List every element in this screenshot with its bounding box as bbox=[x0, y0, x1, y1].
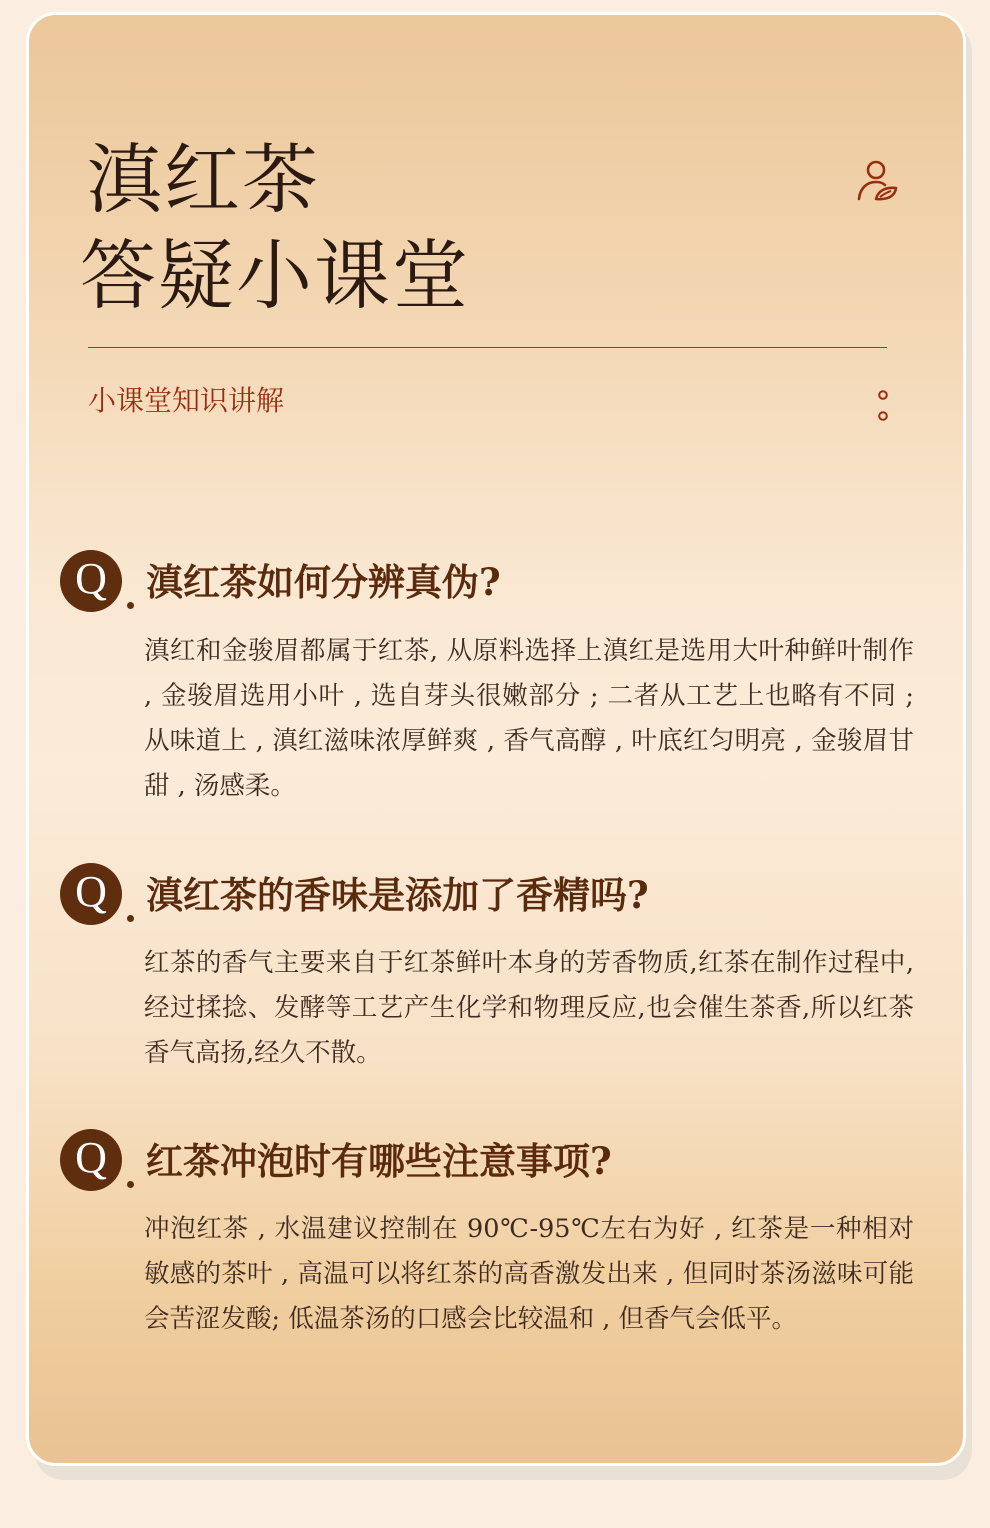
page-title-line2: 答疑小课堂 bbox=[80, 231, 470, 320]
section-subtitle: 小课堂知识讲解 bbox=[88, 384, 285, 417]
question-text: 滇红茶的香味是添加了香精吗? bbox=[146, 873, 649, 917]
page-title-line1: 滇红茶 bbox=[86, 135, 320, 224]
question-text: 红茶冲泡时有哪些注意事项? bbox=[146, 1139, 612, 1183]
q-badge-icon: Q bbox=[60, 1129, 122, 1191]
answer-text: 滇红和金骏眉都属于红茶, 从原料选择上滇红是选用大叶种鲜叶制作 , 金骏眉选用小叶 , 选自芽头很嫩部分 ; 二者从工艺上也略有不同 ; 从味道上 , 滇红滋味浓厚鲜爽 , 香气高醇 , 叶底红匀明亮 , 金骏眉甘甜 , 汤感柔。 bbox=[144, 636, 914, 801]
vertical-dots-icon[interactable] bbox=[876, 389, 890, 423]
q-badge-icon: Q bbox=[60, 550, 122, 612]
qa-item bbox=[60, 1129, 920, 1349]
q-badge-icon: Q bbox=[60, 863, 122, 925]
q-dot bbox=[127, 915, 134, 922]
qa-item bbox=[60, 863, 920, 1083]
answer-text: 红茶的香气主要来自于红茶鲜叶本身的芳香物质,红茶在制作过程中,经过揉捻、发酵等工艺产生化学和物理反应,也会催生茶香,所以红茶香气高扬,经久不散。 bbox=[144, 948, 914, 1068]
q-dot bbox=[127, 602, 134, 609]
question-text: 滇红茶如何分辨真伪? bbox=[146, 560, 501, 604]
title-divider bbox=[88, 347, 887, 348]
answer-text: 冲泡红茶 , 水温建议控制在 90℃-95℃左右为好 , 红茶是一种相对敏感的茶叶 , 高温可以将红茶的高香激发出来 , 但同时茶汤滋味可能会苦涩发酸; 低温茶汤的口感会比较温和 , 但香气会低平。 bbox=[144, 1214, 914, 1334]
qa-item bbox=[60, 550, 920, 810]
person-leaf-icon bbox=[854, 158, 902, 206]
q-dot bbox=[127, 1181, 134, 1188]
